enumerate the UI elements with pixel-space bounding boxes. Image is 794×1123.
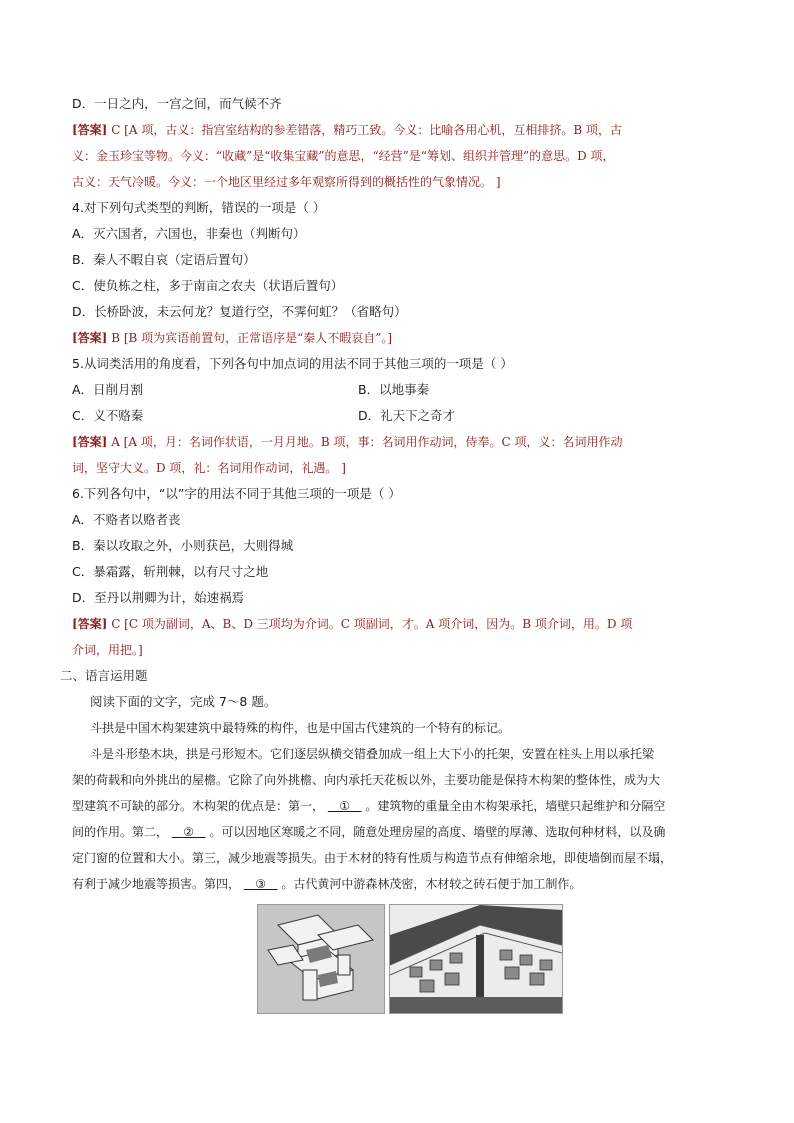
passage-line-1: 斗拱是中国木构架建筑中最特殊的构件，也是中国古代建筑的一个特有的标记。 [90,721,511,735]
dougong-diagram-svg [258,905,384,1013]
blank-3: ③ [255,877,267,891]
blank-2: ② [183,825,195,839]
q3-answer-line-2: 义：金玉珍宝等物。今义：“收藏”是“收集宝藏”的意思，“经营”是“筹划、组织并管理”的意思。D 项， [72,149,615,163]
eave-photo-image [389,904,563,1014]
q3-option-d: D．一日之内，一宫之间，而气候不齐 [72,96,282,111]
passage-line-3: 架的荷载和向外挑出的屋檐。它除了向外挑檐、向内承托天花板以外，主要功能是保持木构架的整体性，成为大 [72,773,661,787]
q6-stem: 6.下列各句中，“以”字的用法不同于其他三项的一项是（ ） [72,486,401,501]
answer-tag: [答案] [72,435,108,449]
eave-photo-svg [390,905,562,1013]
q4-answer: [答案] B [B 项为宾语前置句，正常语序是“秦人不暇哀自”。] [72,331,393,345]
passage-line-7: 有利于减少地震等损害。第四， ③ 。古代黄河中游森林茂密，木材较之砖石便于加工制作。 [72,874,581,894]
q6-answer-line-1: [答案] C [C 项为副词，A、B、D 三项均为介词。C 项副词，才。A 项介词，因为。B 项介词，用。D 项 [72,617,633,631]
section-title: 二、语言运用题 [60,668,148,683]
q4-option-a: A．灭六国者，六国也，非秦也（判断句） [72,226,306,241]
q5-stem: 5.从词类活用的角度看，下列各句中加点词的用法不同于其他三项的一项是（ ） [72,356,513,371]
q6-option-a: A．不赂者以赂者丧 [72,512,181,527]
passage-line-4: 型建筑不可缺的部分。木构架的优点是：第一， ① 。建筑物的重量全由木构架承托，墙壁只起维护和分隔空 [72,796,665,816]
answer-tag: [答案] [72,331,108,345]
q5-option-d: D．礼天下之奇才 [358,408,456,423]
q6-option-b: B．秦以攻取之外，小则获邑，大则得城 [72,538,294,553]
q4-option-b: B．秦人不暇自哀（定语后置句） [72,252,256,267]
section-instruction: 阅读下面的文字，完成 7～8 题。 [90,694,277,709]
answer-tag: [答案] [72,123,108,137]
q6-option-d: D．至丹以荆卿为计，始速祸焉 [72,590,245,605]
q3-answer-line-3: 古义：天气冷暖。今义：一个地区里经过多年观察所得到的概括性的气象情况。 ] [72,175,501,189]
q5-option-b: B．以地事秦 [358,382,430,397]
q5-answer-line-2: 词，坚守大义。D 项，礼：名词用作动词，礼遇。 ] [72,461,346,475]
q4-option-c: C．使负栋之柱，多于南亩之农夫（状语后置句） [72,278,344,293]
q6-option-c: C．暴霜露，斩荆棘，以有尺寸之地 [72,564,269,579]
q5-option-a: A．日削月割 [72,382,144,397]
q6-answer-line-2: 介词，用把。] [72,643,143,657]
q5-option-c: C．义不赂秦 [72,408,144,423]
blank-1: ① [339,799,351,813]
q4-stem: 4.对下列句式类型的判断，错误的一项是（ ） [72,200,326,215]
passage-line-5: 间的作用。第二， ② 。可以因地区寒暖之不同，随意处理房屋的高度、墙壁的厚薄、选取何种材料，以及确 [72,822,665,842]
q4-option-d: D．长桥卧波，未云何龙？复道行空，不霁何虹？（省略句） [72,304,407,319]
q5-answer-line-1: [答案] A [A 项，月：名词作状语，一月月地。B 项，事：名词用作动词，侍奉。C 项，义：名词用作动 [72,435,623,449]
passage-line-2: 斗是斗形垫木块，拱是弓形短木。它们逐层纵横交错叠加成一组上大下小的托架，安置在柱头上用以承托梁 [90,747,655,761]
dougong-diagram-image [257,904,385,1014]
q3-answer-line-1: [答案] C [A 项，古义：指宫室结构的参差错落，精巧工致。今义：比喻各用心机，互相排挤。B 项，古 [72,123,622,137]
answer-tag: [答案] [72,617,108,631]
passage-line-6: 定门窗的位置和大小。第三，减少地震等损失。由于木材的特有性质与构造节点有伸缩余地，即使墙倒而屋不塌， [72,851,673,865]
